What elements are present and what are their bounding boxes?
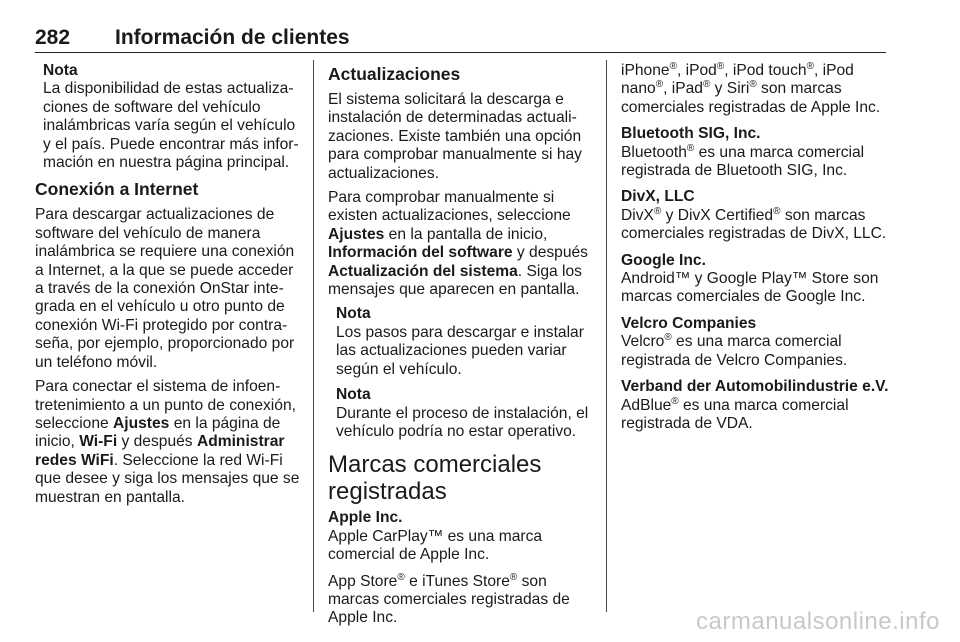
registered-mark: ® (397, 571, 405, 583)
text: es una marca comercial registrada de Bluetooth SIG, Inc. (621, 143, 865, 180)
text: AdBlue (621, 396, 672, 414)
text: , iPod nano (621, 62, 854, 98)
text: iPhone (621, 62, 670, 79)
note-label: Nota (336, 386, 371, 404)
registered-mark: ® (509, 571, 518, 583)
registered-mark: ® (655, 79, 664, 91)
heading-trademarks: Marcas comerciales registradas (328, 451, 542, 506)
text: App Store (328, 572, 398, 590)
trademark-text: Android™ y Google Play™ Store son marcas comerciales de Google Inc. (621, 270, 879, 306)
text: y después (117, 433, 197, 451)
text: y después (512, 244, 588, 262)
menu-term-software-info: Información del software (328, 244, 513, 262)
text: Para comprobar manualmente si existen actualizaciones, seleccione (328, 189, 571, 225)
trademark-apple-devices (621, 62, 891, 117)
note-text: La disponibilidad de estas actualiza- ciones de software del vehículo inalámbricas varía según el vehículo y el país. Puede encontrar más infor- mación en nuestra página principal. (43, 80, 299, 172)
text: Velcro (621, 333, 665, 351)
trademark-bluetooth (621, 125, 891, 180)
registered-mark: ® (702, 79, 711, 91)
trademark-owner: Bluetooth SIG, Inc. (621, 125, 761, 143)
text: en la página de inicio, (35, 414, 281, 451)
trademark-text: Apple CarPlay™ es una marca comercial de Apple Inc. (328, 527, 543, 564)
page-title: Información de clientes (115, 26, 350, 49)
text: Bluetooth (621, 143, 687, 161)
paragraph-manual-check (328, 189, 594, 299)
note-availability (35, 62, 305, 172)
note-text: Los pasos para descargar e instalar las actualizaciones pueden variar según el vehículo. (336, 323, 584, 378)
text: y Siri (710, 80, 750, 98)
trademark-apple (328, 509, 594, 564)
trademark-owner: Apple Inc. (328, 509, 403, 527)
column-1 (35, 62, 305, 513)
registered-mark: ® (664, 332, 672, 344)
paragraph-connect-hotspot (35, 378, 305, 507)
registered-mark: ® (773, 205, 781, 217)
text: . Seleccione la red Wi-Fi que desee y siga los mensajes que se muestran en pantalla. (35, 451, 300, 506)
text: . Siga los mensajes que aparecen en pantalla. (328, 262, 582, 299)
column-divider-1 (313, 60, 314, 612)
trademark-vda (621, 378, 891, 433)
watermark: carmanualsonline.info (696, 608, 940, 635)
trademark-velcro (621, 315, 891, 370)
text: e iTunes Store (404, 572, 510, 590)
menu-term-settings: Ajustes (328, 225, 385, 243)
note-vehicle-inoperative (328, 386, 594, 441)
registered-mark: ® (749, 79, 757, 91)
trademark-owner: DivX, LLC (621, 188, 695, 206)
note-label: Nota (336, 305, 371, 323)
text: , iPod (676, 62, 717, 79)
text: son marcas comerciales registradas de Apple Inc. (328, 572, 570, 627)
registered-mark: ® (806, 60, 814, 72)
menu-term-system-update: Actualización del sistema (328, 262, 518, 280)
column-2 (328, 64, 594, 636)
registered-mark: ® (669, 60, 677, 72)
heading-internet-connection: Conexión a Internet (35, 179, 199, 200)
menu-term-manage-networks: Administrar redes WiFi (35, 433, 285, 469)
trademark-divx (621, 188, 891, 243)
text: DivX (621, 206, 654, 224)
header-rule (35, 52, 886, 53)
column-divider-2 (606, 60, 607, 612)
column-3 (621, 62, 891, 441)
registered-mark: ® (671, 395, 679, 407)
note-label: Nota (43, 62, 78, 79)
trademark-appstore (328, 573, 594, 628)
registered-mark: ® (716, 60, 725, 72)
text: y DivX Certified (661, 206, 774, 224)
text: , iPad (663, 80, 703, 98)
trademark-owner: Google Inc. (621, 251, 706, 269)
menu-term-settings: Ajustes (113, 414, 170, 432)
trademark-owner: Verband der Automobilindustrie e.V. (621, 378, 889, 396)
paragraph-internet-requirement: Para descargar actualizaciones de software del vehículo de manera inalámbrica se requiere una conexión a Internet, a la que se puede acceder a través de la conexión OnStar inte- grada en el vehículo u otro punto de conexión Wi-Fi protegido por contra- seña, por ejemplo, proporcionado por un teléfono móvil. (35, 206, 295, 371)
heading-updates: Actualizaciones (328, 64, 461, 84)
trademark-owner: Velcro Companies (621, 314, 757, 332)
page-number: 282 (35, 26, 71, 49)
registered-mark: ® (686, 142, 695, 154)
paragraph-updates-intro: El sistema solicitará la descarga e instalación de determinadas actuali- zaciones. Existe también una opción para comprobar manualmente si hay actualizaciones. (328, 91, 582, 182)
menu-term-wifi: Wi-Fi (79, 433, 118, 451)
text: Para conectar el sistema de infoen- tretenimiento a un punto de conexión, seleccione (35, 378, 296, 432)
text: son marcas comerciales registradas de DivX, LLC. (621, 206, 887, 243)
registered-mark: ® (653, 205, 662, 217)
text: en la pantalla de inicio, (384, 225, 548, 243)
page-header (35, 26, 885, 52)
text: son marcas comerciales registradas de Apple Inc. (621, 80, 881, 116)
text: es una marca comercial registrada de VDA. (621, 396, 849, 432)
trademark-google (621, 252, 891, 307)
text: es una marca comercial registrada de Velcro Companies. (621, 333, 848, 369)
note-steps-vary (328, 305, 594, 379)
note-text: Durante el proceso de instalación, el vehículo podría no estar operativo. (336, 404, 589, 440)
text: , iPod touch (724, 62, 807, 79)
